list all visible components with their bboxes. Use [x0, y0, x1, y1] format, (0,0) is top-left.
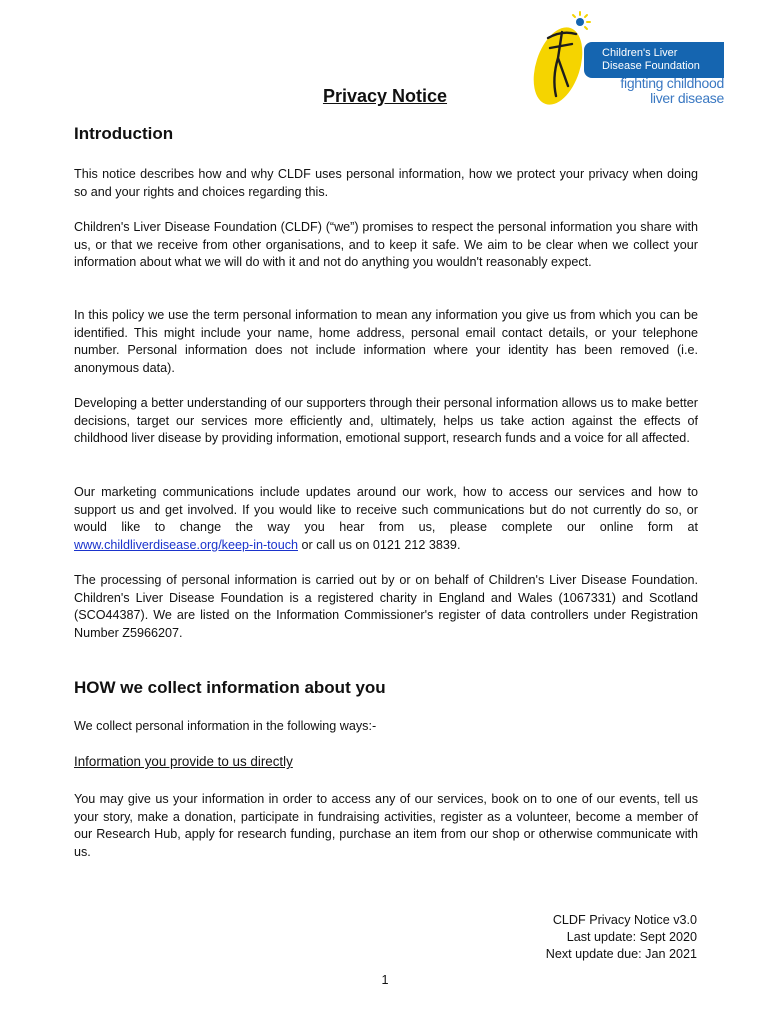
introduction-heading: Introduction [74, 124, 174, 143]
paragraph-supporter-understanding: Developing a better understanding of our supporters through their personal information allows us to make better decisions, target our services more efficiently and, ultimately, helps us take action against the effects of childhood liver disease by providing information, emotional support, research funds and a voice for all affected. [74, 396, 698, 446]
document-footer [546, 912, 697, 963]
logo-tagline-line1: fighting childhood [620, 75, 724, 91]
paragraph-notice-purpose: This notice describes how and why CLDF uses personal information, how we protect your privacy when doing so and your rights and choices regarding this. [74, 167, 698, 199]
keep-in-touch-link[interactable]: www.childliverdisease.org/keep-in-touch [74, 537, 298, 552]
paragraph-processing-registration: The processing of personal information is carried out by or on behalf of Children's Liver Disease Foundation. Children's Liver Disease Foundation is a registered charity in England and Wales (1067331) and Scotland (SCO44387). We are listed on the Information Commissioner's register of data controllers under Registration Number Z5966207. [74, 573, 698, 640]
footer-version: CLDF Privacy Notice v3.0 [552, 913, 697, 927]
how-we-collect-heading: HOW we collect information about you [74, 678, 386, 697]
logo-org-line2: Disease Foundation [602, 60, 700, 72]
paragraph-personal-info-definition: In this policy we use the term personal information to mean any information you give us from which you can be identified. This might include your name, home address, personal email contact details, or your telephone number. Personal information does not include information where your identity has been removed (i.e. anonymous data). [74, 308, 698, 375]
footer-last-update: Last update: Sept 2020 [566, 930, 697, 944]
footer-next-update: Next update due: Jan 2021 [545, 947, 697, 961]
paragraph-direct-provision: You may give us your information in order to access any of our services, book on to one of our events, tell us your story, make a donation, participate in fundraising activities, register as a volunteer, become a member of our Research Hub, apply for research funding, purchase an item from our shop or otherwise communicate with us. [74, 792, 698, 859]
marketing-text-before-link: Our marketing communications include updates around our work, how to access our services and how to support us and get involved. If you would like to receive such communications but do not currently do so, or would like to change the way you hear from us, please complete our online form at [74, 485, 698, 535]
info-provided-directly-subheading: Information you provide to us directly [74, 754, 293, 769]
page-number: 1 [381, 973, 389, 987]
paragraph-collection-ways: We collect personal information in the following ways:- [74, 719, 377, 733]
logo-org-line1: Children's Liver [602, 47, 678, 59]
page-title: Privacy Notice [322, 86, 448, 106]
marketing-text-after-link: or call us on 0121 212 3839. [298, 537, 461, 552]
logo-tagline-line2: liver disease [650, 90, 724, 106]
paragraph-marketing-communications [74, 484, 698, 554]
paragraph-cldf-promise: Children's Liver Disease Foundation (CLDF) (“we”) promises to respect the personal information you share with us, or that we receive from other organisations, and to keep it safe. We aim to be clear when we collect your information about what we will do with it and not do anything you wouldn't reasonably expect. [74, 220, 698, 270]
logo-banner [584, 42, 724, 78]
